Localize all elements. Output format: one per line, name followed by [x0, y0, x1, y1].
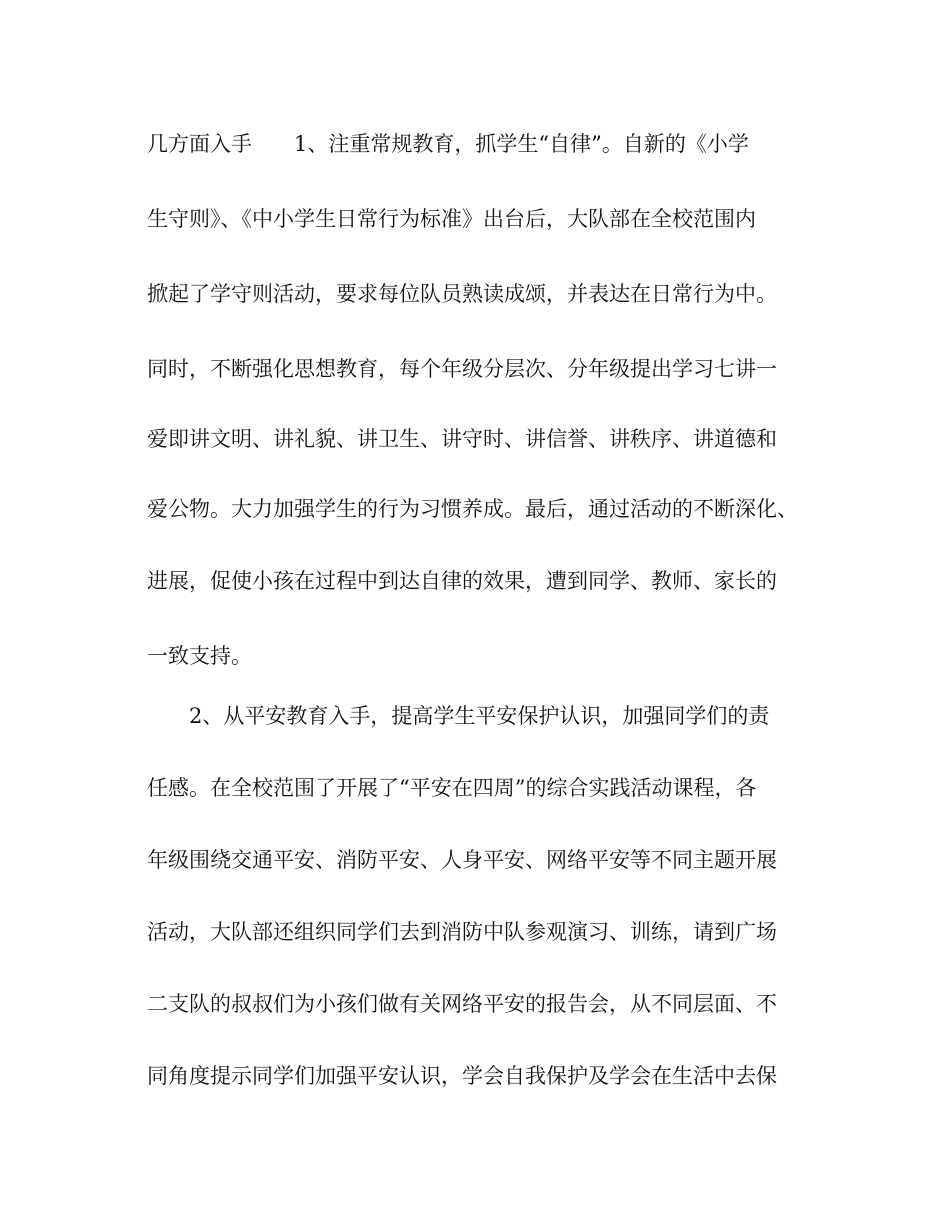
- text-line: 任感。在全校范围了开展了“平安在四周”的综合实践活动课程，各: [147, 776, 757, 800]
- text-line: 爱公物。大力加强学生的行为习惯养成。最后，通过活动的不断深化、: [147, 497, 798, 521]
- text-line: 爱即讲文明、讲礼貌、讲卫生、讲守时、讲信誉、讲秩序、讲道德和: [147, 427, 777, 451]
- text-line: 同时，不断强化思想教育，每个年级分层次、分年级提出学习七讲一: [147, 357, 777, 381]
- text-line: 一致支持。: [147, 644, 252, 668]
- text-line: 活动，大队部还组织同学们去到消防中队参观演习、训练，请到广场: [147, 920, 777, 944]
- text-line: 2、从平安教育入手，提高学生平安保护认识，加强同学们的责: [189, 704, 770, 728]
- text-line: 掀起了学守则活动，要求每位队员熟读成颂，并表达在日常行为中。: [147, 282, 777, 306]
- text-line: 几方面入手 1、注重常规教育，抓学生“自律”。自新的《小学: [147, 132, 749, 156]
- text-line: 二支队的叔叔们为小孩们做有关网络平安的报告会，从不同层面、不: [147, 992, 777, 1016]
- text-line: 同角度提示同学们加强平安认识，学会自我保护及学会在生活中去保: [147, 1064, 777, 1088]
- text-line: 年级围绕交通平安、消防平安、人身平安、网络平安等不同主题开展: [147, 848, 777, 872]
- text-line: 生守则》、《中小学生日常行为标准》出台后，大队部在全校范围内: [147, 207, 756, 231]
- text-line: 进展，促使小孩在过程中到达自律的效果，遭到同学、教师、家长的: [147, 569, 777, 593]
